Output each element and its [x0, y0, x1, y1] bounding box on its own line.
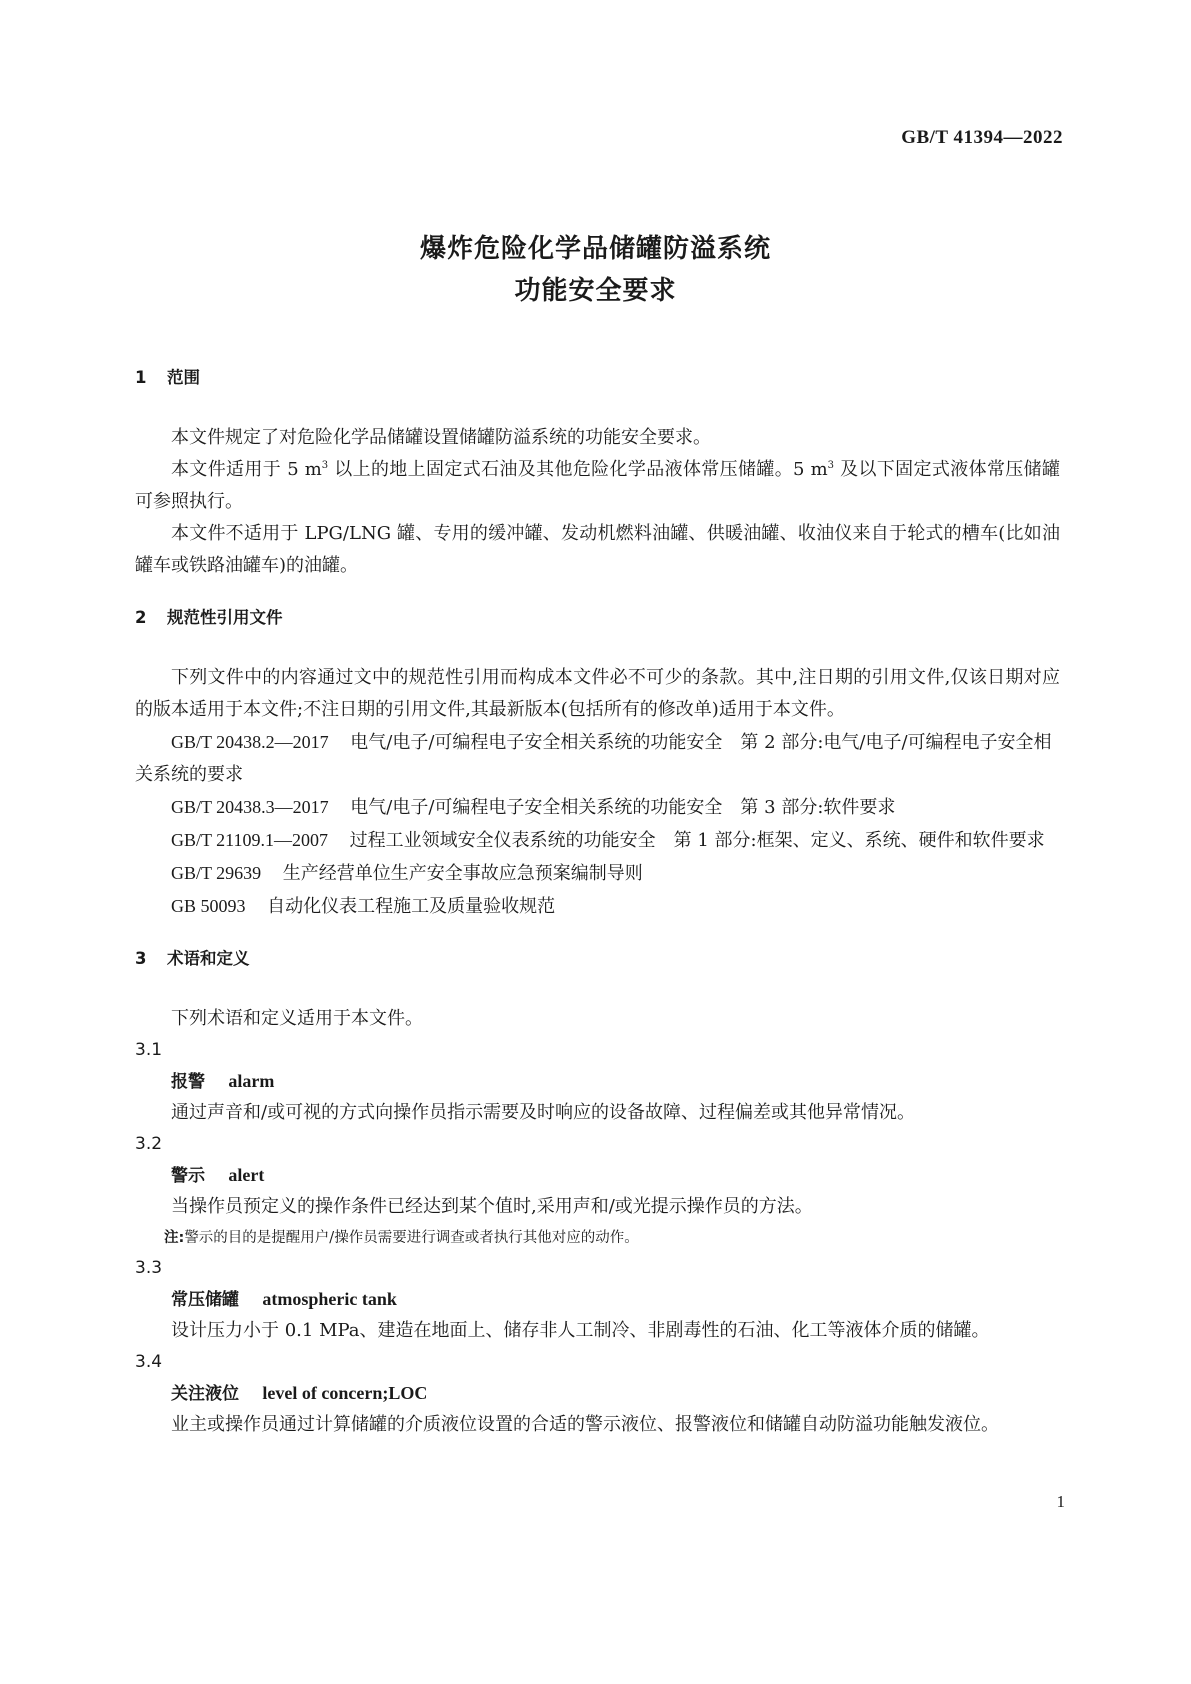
- scope-paragraph-3: 本文件不适用于 LPG/LNG 罐、专用的缓冲罐、发动机燃料油罐、供暖油罐、收油仪来自于轮式的槽车(比如油罐车或铁路油罐车)的油罐。: [135, 523, 1060, 576]
- reference-code: GB/T 20438.3—2017: [171, 797, 329, 817]
- superscript-3: 3: [827, 460, 835, 471]
- term-entry: [135, 1347, 1060, 1441]
- reference-title: 自动化仪表工程施工及质量验收规范: [267, 896, 556, 917]
- section-number: 3: [135, 949, 147, 968]
- reference-part: 第 1 部分:框架、定义、系统、硬件和软件要求: [673, 830, 1045, 851]
- page-number: 1: [1056, 1492, 1065, 1511]
- references-intro: 下列文件中的内容通过文中的规范性引用而构成本文件必不可少的条款。其中,注日期的引用文件,仅该日期对应的版本适用于本文件;不注日期的引用文件,其最新版本(包括所有的修改单)适用于本文件。: [135, 667, 1060, 720]
- reference-title: 电气/电子/可编程电子安全相关系统的功能安全: [350, 732, 723, 753]
- reference-item: [135, 791, 1060, 824]
- section-title: 术语和定义: [167, 949, 250, 968]
- term-definition: 设计压力小于 0.1 MPa、建造在地面上、储存非人工制冷、非剧毒性的石油、化工等液体介质的储罐。: [171, 1320, 990, 1341]
- term-heading: [171, 1159, 1060, 1191]
- scope-paragraph-1: 本文件规定了对危险化学品储罐设置储罐防溢系统的功能安全要求。: [171, 427, 711, 448]
- note-label: 注:: [164, 1230, 185, 1246]
- title-line-1: 爆炸危险化学品储罐防溢系统: [419, 234, 771, 264]
- term-number: 3.4: [135, 1352, 163, 1372]
- scope-paragraph-2: [135, 454, 1060, 518]
- document-body: [135, 362, 1060, 1441]
- reference-part: 第 3 部分:软件要求: [740, 797, 896, 818]
- term-heading: [171, 1377, 1060, 1409]
- term-definition: 业主或操作员通过计算储罐的介质液位设置的合适的警示液位、报警液位和储罐自动防溢功能触发液位。: [171, 1414, 999, 1435]
- reference-item: [135, 857, 1060, 890]
- reference-code: GB/T 20438.2—2017: [171, 732, 329, 752]
- term-english: alert: [228, 1165, 265, 1185]
- reference-title: 过程工业领域安全仪表系统的功能安全: [349, 830, 656, 851]
- document-title: [0, 228, 1191, 312]
- term-definition: 当操作员预定义的操作条件已经达到某个值时,采用声和/或光提示操作员的方法。: [171, 1196, 813, 1217]
- term-chinese: 报警: [171, 1072, 205, 1092]
- section-3-heading: [135, 943, 1060, 975]
- term-number: 3.3: [135, 1258, 163, 1278]
- section-1-heading: [135, 362, 1060, 394]
- terms-intro: 下列术语和定义适用于本文件。: [171, 1008, 423, 1029]
- reference-title: 生产经营单位生产安全事故应急预案编制导则: [282, 863, 643, 884]
- section-number: 1: [135, 368, 147, 387]
- section-2-heading: [135, 602, 1060, 634]
- section-number: 2: [135, 608, 147, 627]
- reference-code: GB 50093: [171, 896, 246, 916]
- section-title: 范围: [167, 368, 200, 387]
- reference-part: 第 2 部分:电气/电子/可编程电子安全相关系统的要求: [135, 732, 1052, 785]
- scope-text-a: 本文件适用于 5 m: [171, 459, 322, 480]
- term-chinese: 关注液位: [171, 1384, 239, 1404]
- reference-item: [135, 726, 1060, 791]
- superscript-3: 3: [321, 460, 329, 471]
- term-definition: 通过声音和/或可视的方式向操作员指示需要及时响应的设备故障、过程偏差或其他异常情况。: [171, 1102, 916, 1123]
- term-chinese: 警示: [171, 1166, 205, 1186]
- reference-title: 电气/电子/可编程电子安全相关系统的功能安全: [350, 797, 723, 818]
- term-entry: [135, 1129, 1060, 1253]
- reference-item: [135, 890, 1060, 923]
- term-heading: [171, 1065, 1060, 1097]
- term-english: alarm: [228, 1071, 275, 1091]
- term-english: atmospheric tank: [262, 1289, 397, 1309]
- scope-text-c: 及以下固定式液体常压储罐可参照执行。: [135, 459, 1061, 512]
- term-note: [164, 1223, 1060, 1253]
- standard-code: GB/T 41394—2022: [901, 127, 1063, 148]
- term-heading: [171, 1283, 1060, 1315]
- title-line-2: 功能安全要求: [514, 276, 677, 306]
- term-number: 3.2: [135, 1134, 163, 1154]
- term-english: level of concern;LOC: [262, 1383, 428, 1403]
- term-entry: [135, 1253, 1060, 1347]
- scope-text-b: 以上的地上固定式石油及其他危险化学品液体常压储罐。5 m: [328, 459, 828, 480]
- reference-code: GB/T 21109.1—2007: [171, 830, 329, 850]
- term-chinese: 常压储罐: [171, 1290, 239, 1310]
- note-text: 警示的目的是提醒用户/操作员需要进行调查或者执行其他对应的动作。: [184, 1230, 639, 1246]
- section-title: 规范性引用文件: [167, 608, 283, 627]
- term-number: 3.1: [135, 1040, 163, 1060]
- term-entry: [135, 1035, 1060, 1129]
- reference-item: [135, 824, 1060, 857]
- reference-code: GB/T 29639: [171, 863, 262, 883]
